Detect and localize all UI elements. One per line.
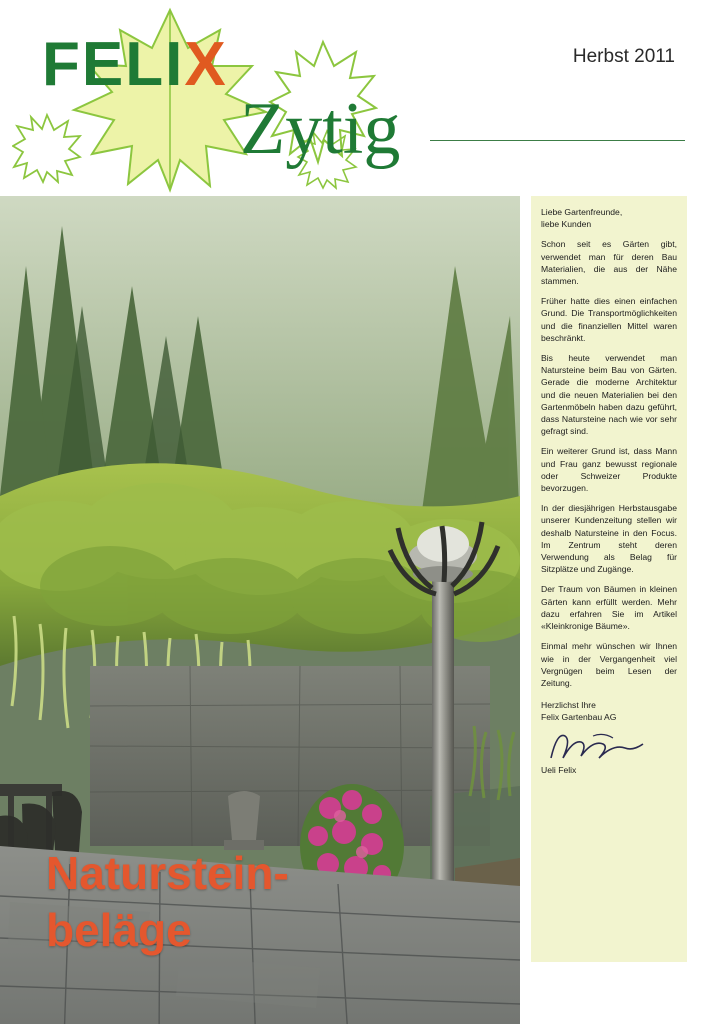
editorial-paragraph: Einmal mehr wünschen wir Ihnen wie in der Vergangenheit viel Vergnügen beim Lesen der Zeitung. (541, 641, 677, 688)
logo-felix-accent: X (184, 30, 228, 99)
editorial-paragraph: Früher hatte dies einen einfachen Grund. Die Transportmöglichkeiten und die finanziellen Mittel waren beschränkt. (541, 296, 677, 343)
editorial-signoff (541, 699, 677, 723)
signoff-line-2: Felix Gartenbau AG (541, 712, 617, 723)
logo-felix (42, 30, 228, 99)
editorial-paragraph: Schon seit es Gärten gibt, verwendet man für deren Bau Materialien, die aus der Nähe stammen. (541, 239, 677, 287)
header-divider (430, 140, 685, 141)
salutation-line-2: liebe Kunden (541, 219, 592, 230)
salutation-line-1: Liebe Gartenfreunde, (541, 207, 623, 217)
editorial-paragraph: Der Traum von Bäumen in kleinen Gärten kann erfüllt werden. Mehr dazu erfahren Sie im Artikel «Kleinkronige Bäume». (541, 584, 677, 632)
logo-zytig: Zytig (240, 88, 401, 170)
cover-headline (46, 845, 466, 958)
editorial-paragraph: Bis heute verwendet man Natursteine beim Bau von Gärten. Gerade die moderne Architektur und die neuen Materialien bei den Gartenmöbeln haben dazu geführt, dass Natursteine nach wie vor sehr gefragt sind. (541, 353, 677, 437)
headline-line-1: Naturstein- (46, 847, 289, 899)
leaf-small-icon (12, 112, 82, 184)
signoff-line-1: Herzlichst Ihre (541, 700, 596, 711)
signature-name: Ueli Felix (541, 764, 577, 775)
editorial-column (531, 196, 687, 962)
page-header (0, 0, 717, 196)
issue-date: Herbst 2011 (572, 46, 675, 67)
headline-line-2: beläge (46, 903, 192, 956)
editorial-paragraph: In der diesjährigen Herbstausgabe unserer Kundenzeitung stellen wir deshalb Natursteine in den Focus. Im Zentrum steht deren Verwendung als Belag für Sitzplätze und Zugänge. (541, 503, 677, 575)
logo-felix-text: FELI (42, 30, 185, 99)
editorial-paragraph: Ein weiterer Grund ist, dass Mann und Frau ganz bewusst regionale oder Schweizer Produkte bevorzugen. (541, 446, 677, 494)
editorial-salutation (541, 206, 677, 230)
signature-image (541, 728, 677, 764)
